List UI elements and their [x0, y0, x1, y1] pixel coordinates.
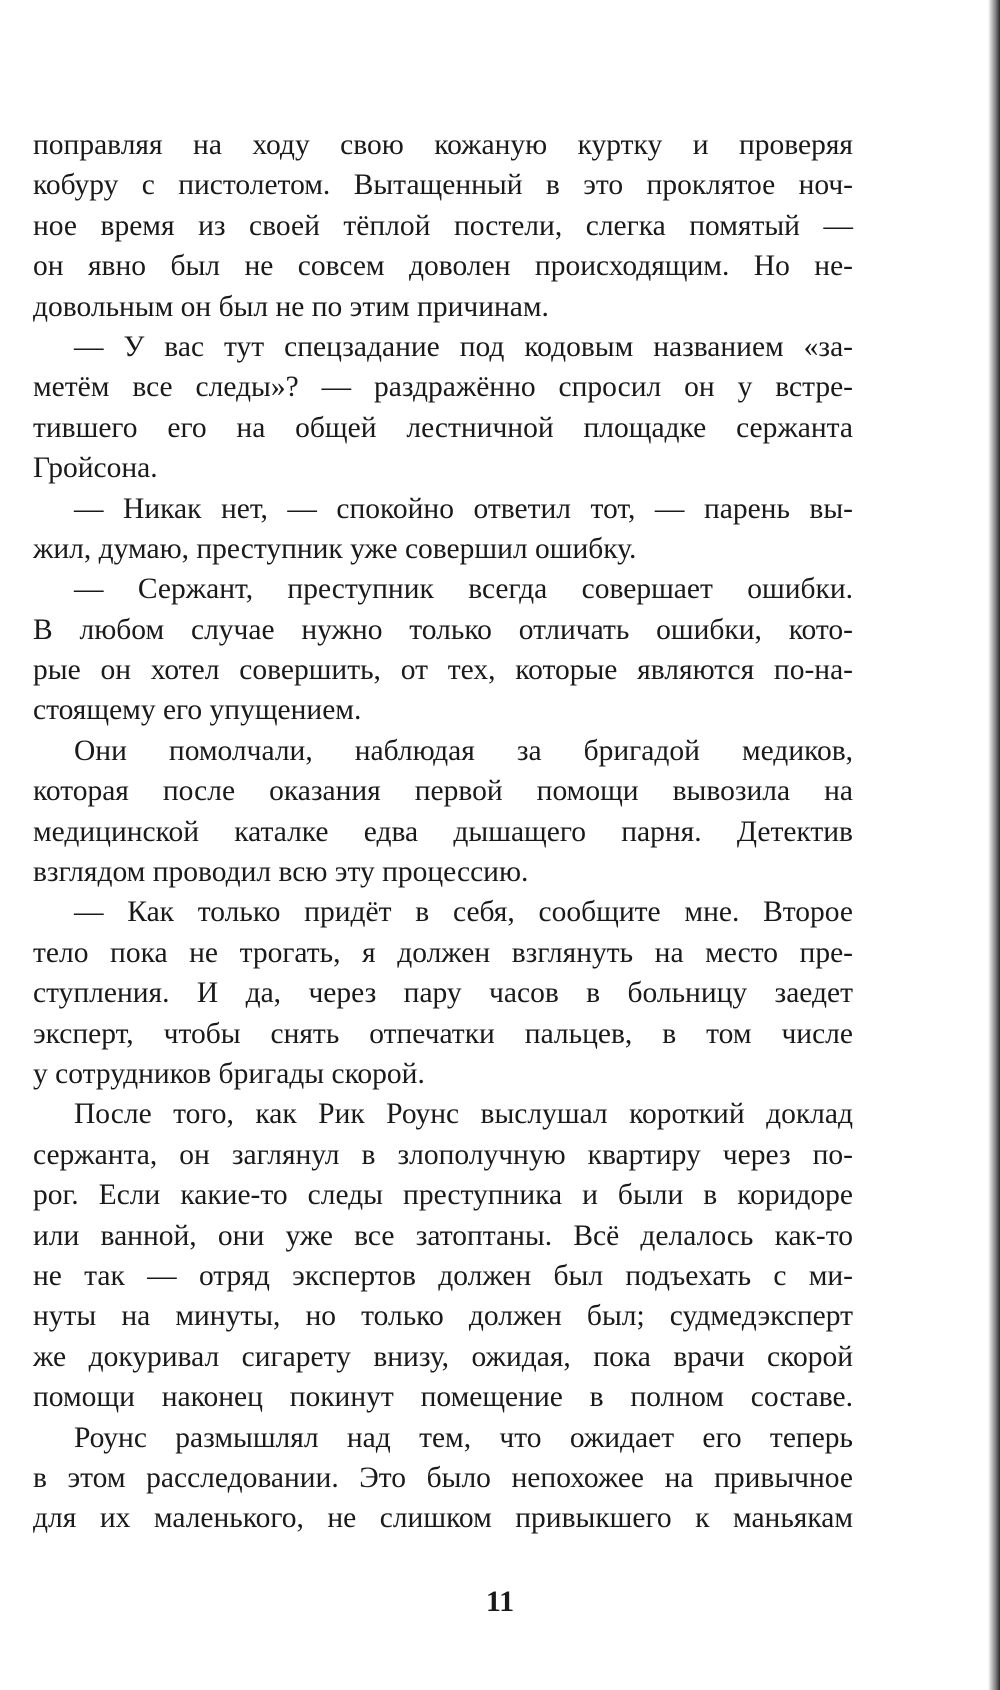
- text-line: — Как только придёт в себя, сообщите мне. Второе: [74, 896, 853, 929]
- text-line: для их маленького, не слишком привыкшего к маньякам: [33, 1502, 853, 1535]
- text-line: тело пока не трогать, я должен взглянуть на место пре-: [33, 936, 853, 969]
- text-line: не так — отряд экспертов должен был подъехать с ми-: [33, 1259, 853, 1292]
- body-text: [33, 125, 853, 1539]
- text-line: Гройсона.: [33, 452, 158, 485]
- text-line: довольным он был не по этим причинам.: [33, 290, 549, 323]
- text-line: помощи наконец покинут помещение в полном составе.: [33, 1381, 853, 1414]
- text-line: эксперт, чтобы снять отпечатки пальцев, в том числе: [33, 1017, 853, 1050]
- text-line: нуты на минуты, но только должен был; судмедэксперт: [33, 1300, 853, 1333]
- text-line: сержанта, он заглянул в злополучную квартиру через по-: [33, 1138, 853, 1171]
- text-line: рог. Если какие-то следы преступника и были в коридоре: [33, 1179, 853, 1212]
- text-line: же докуривал сигарету внизу, ожидая, пока врачи скорой: [33, 1340, 853, 1373]
- text-line: ное время из своей тёплой постели, слегка помятый —: [33, 209, 853, 242]
- text-line: — Сержант, преступник всегда совершает ошибки.: [74, 573, 853, 606]
- text-line: — У вас тут спецзадание под кодовым названием «за-: [74, 330, 853, 363]
- text-line: стоящему его упущением.: [33, 694, 362, 727]
- text-line: медицинской каталке едва дышащего парня. Детектив: [33, 815, 853, 848]
- text-line: он явно был не совсем доволен происходящим. Но не-: [33, 250, 853, 283]
- text-line: в этом расследовании. Это было непохожее на привычное: [33, 1461, 853, 1494]
- text-line: — Никак нет, — спокойно ответил тот, — парень вы-: [74, 492, 853, 525]
- text-line: взглядом проводил всю эту процессию.: [33, 856, 529, 889]
- text-line: В любом случае нужно только отличать ошибки, кото-: [33, 613, 853, 646]
- text-line: Роунс размышлял над тем, что ожидает его теперь: [74, 1421, 853, 1454]
- text-line: тившего его на общей лестничной площадке сержанта: [33, 411, 853, 444]
- text-line: Они помолчали, наблюдая за бригадой медиков,: [74, 734, 853, 767]
- text-line: ступления. И да, через пару часов в больницу заедет: [33, 977, 853, 1010]
- text-line: у сотрудников бригады скорой.: [33, 1057, 425, 1090]
- text-line: жил, думаю, преступник уже совершил ошибку.: [33, 532, 637, 565]
- text-line: или ванной, они уже все затоптаны. Всё делалось как-то: [33, 1219, 853, 1252]
- page-edge-shadow: [988, 0, 1000, 1690]
- page-number: 11: [485, 1585, 515, 1618]
- text-line: кобуру с пистолетом. Вытащенный в это проклятое ноч-: [33, 169, 853, 202]
- text-line: которая после оказания первой помощи вывозила на: [33, 775, 853, 808]
- text-line: После того, как Рик Роунс выслушал короткий доклад: [74, 1098, 853, 1131]
- text-line: рые он хотел совершить, от тех, которые являются по-на-: [33, 654, 853, 687]
- text-line: поправляя на ходу свою кожаную куртку и проверяя: [33, 129, 853, 161]
- text-line: метём все следы»? — раздражённо спросил он у встре-: [33, 371, 853, 404]
